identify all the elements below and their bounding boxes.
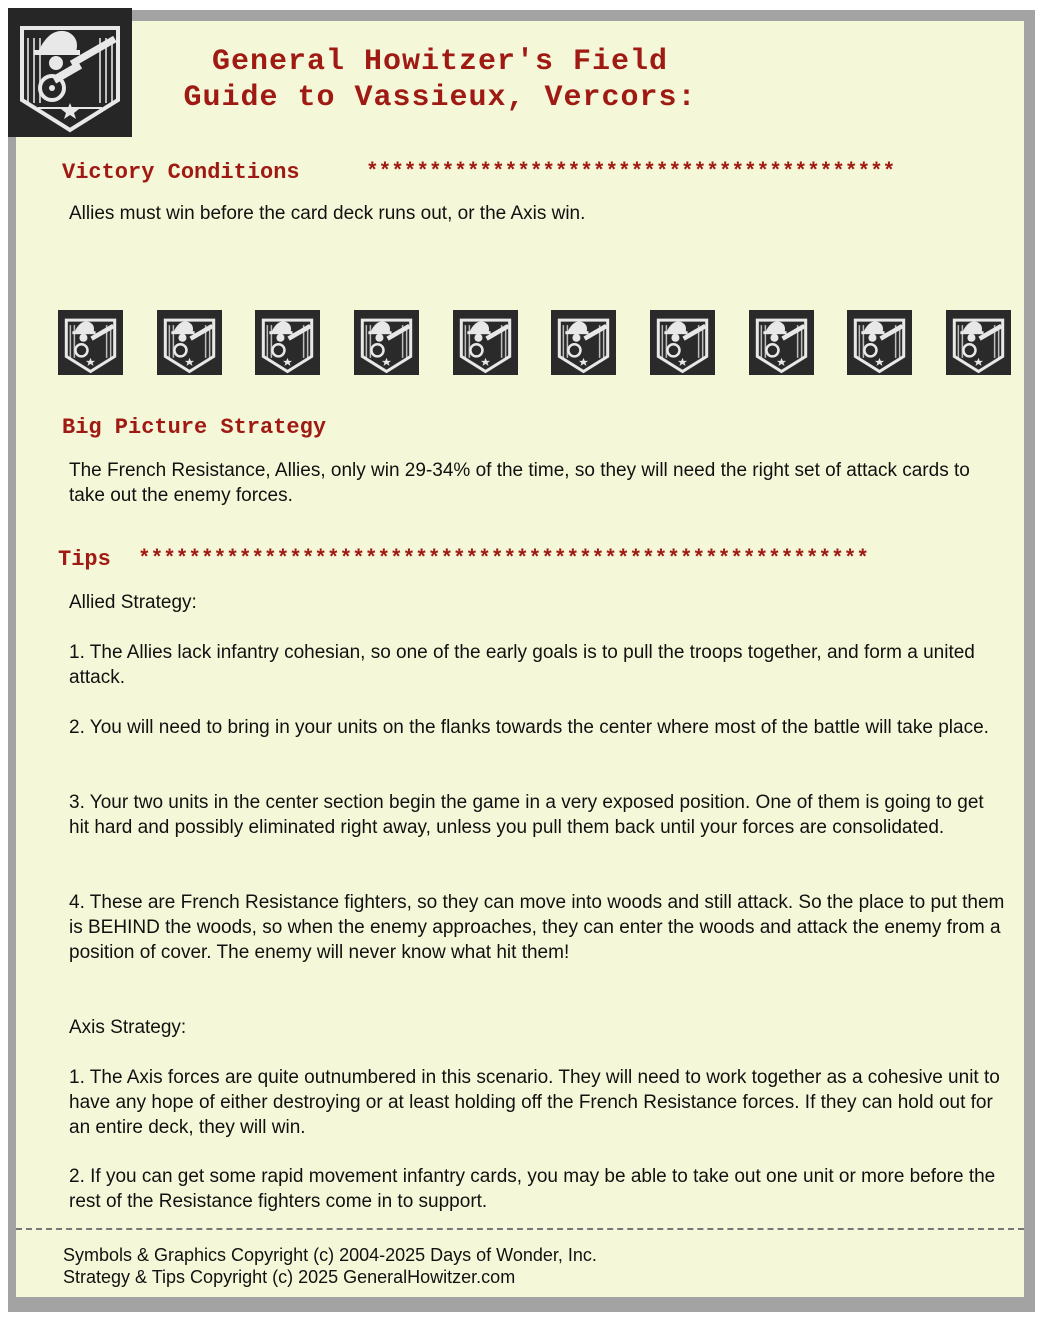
axis-tip-1: 1. The Axis forces are quite outnumbered in this scenario. They will need to work together as a cohesive unit to have any hope of either destroying or at least holding off the French Resistance forces. If they can hold out for an entire deck, they will win. [69,1067,1000,1138]
footer-copyright-graphics: Symbols & Graphics Copyright (c) 2004-2025 Days of Wonder, Inc. [63,1245,597,1265]
howitzer-badge-icon [255,310,320,375]
title-line-2: Guide to Vassieux, Vercors: [183,81,697,115]
allied-tip-2: 2. You will need to bring in your units on the flanks towards the center where most of the battle will take place. [69,717,989,738]
howitzer-badge-icon [650,310,715,375]
victory-stars-divider: ****************************************** [366,161,896,184]
medal-row [58,310,1011,375]
howitzer-badge-icon [58,310,123,375]
victory-heading: Victory Conditions [62,160,300,185]
big-picture-text: The French Resistance, Allies, only win 29-34% of the time, so they will need the right set of attack cards to take out the enemy forces. [69,460,970,506]
victory-text: Allies must win before the card deck runs out, or the Axis win. [69,203,586,224]
footer [63,1244,597,1288]
howitzer-badge-icon [946,310,1011,375]
howitzer-soldier-badge-icon [8,8,132,137]
page-title [140,44,740,116]
howitzer-badge-icon [847,310,912,375]
big-picture-heading: Big Picture Strategy [62,415,327,440]
howitzer-badge-icon [749,310,814,375]
tips-stars-divider: ********************************************************** [138,548,869,571]
footer-copyright-strategy: Strategy & Tips Copyright (c) 2025 GeneralHowitzer.com [63,1267,516,1287]
allied-tip-1: 1. The Allies lack infantry cohesian, so one of the early goals is to pull the troops together, and form a united attack. [69,642,975,688]
howitzer-badge-icon [157,310,222,375]
allied-tip-4: 4. These are French Resistance fighters, so they can move into woods and still attack. So the place to put them is BEHIND the woods, so when the enemy approaches, they can enter the woods and attack the enemy from a position of cover. The enemy will never know what hit them! [69,892,1005,963]
allied-strategy-heading: Allied Strategy: [69,592,197,613]
footer-divider [16,1228,1024,1230]
tips-heading: Tips [58,547,111,572]
howitzer-badge-icon [453,310,518,375]
axis-strategy-heading: Axis Strategy: [69,1017,187,1038]
axis-tip-2: 2. If you can get some rapid movement infantry cards, you may be able to take out one unit or more before the rest of the Resistance fighters come in to support. [69,1166,996,1212]
title-line-1: General Howitzer's Field [211,45,669,79]
allied-tip-3: 3. Your two units in the center section begin the game in a very exposed position. One of them is going to get hit hard and possibly eliminated right away, unless you pull them back until your forces are consolidated. [69,792,984,838]
howitzer-badge-icon [354,310,419,375]
howitzer-badge-icon [551,310,616,375]
